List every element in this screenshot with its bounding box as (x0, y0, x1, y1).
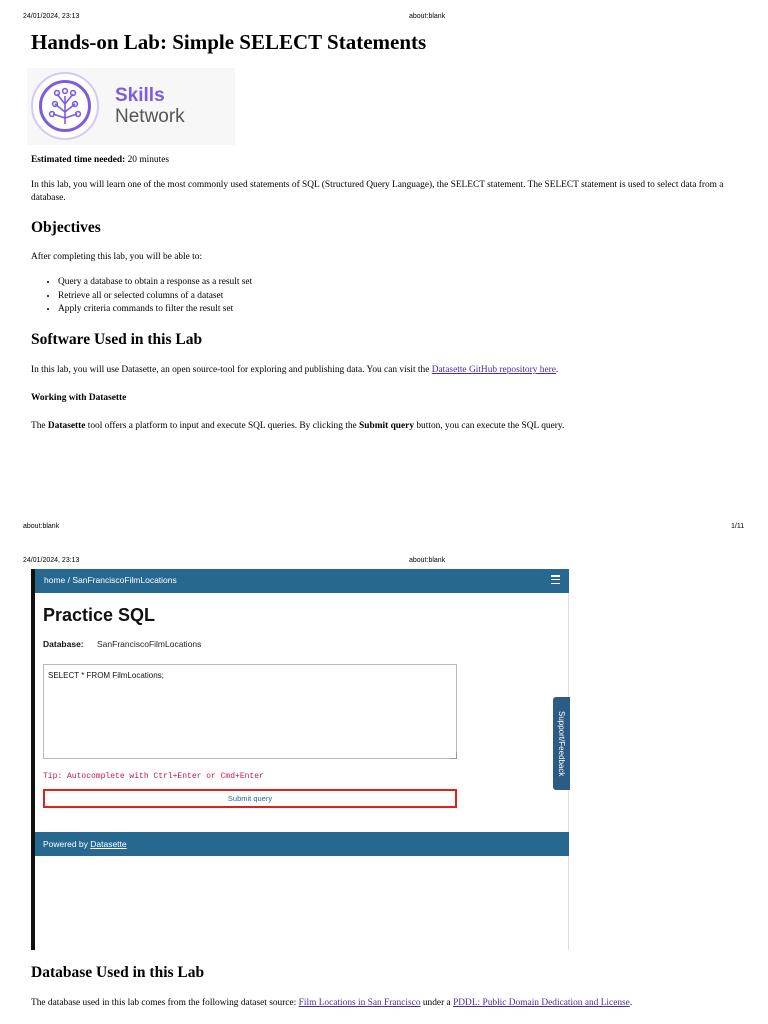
estimated-value: 20 minutes (125, 155, 170, 165)
objectives-lead: After completing this lab, you will be able to: (31, 252, 203, 262)
powered-by (43, 839, 127, 849)
software-paragraph (31, 364, 731, 377)
list-item: • Retrieve all or selected columns of a dataset (58, 290, 252, 304)
intro-paragraph: In this lab, you will learn one of the most commonly used statements of SQL (Structured Query Language), the SELECT statement. The SELECT statement is used to select data from a database. (31, 180, 724, 203)
breadcrumb[interactable]: home / SanFranciscoFilmLocations (44, 575, 177, 585)
powered-by-text: Powered by (43, 839, 91, 849)
estimated-label: Estimated time needed: (31, 155, 126, 165)
working-bold-submit: Submit query (359, 421, 415, 431)
software-text-end: . (555, 365, 559, 375)
datasette-title: Practice SQL (43, 605, 156, 625)
hamburger-menu-icon[interactable] (551, 575, 560, 585)
print-datetime: 24/01/2024, 23:13 (23, 13, 80, 20)
print-title: about:blank (409, 13, 446, 20)
print-footer-url: about:blank (23, 523, 60, 530)
page-title: Hands-on Lab: Simple SELECT Statements (31, 30, 427, 54)
logo-text-network: Network (115, 106, 185, 127)
working-bold-datasette: Datasette (47, 421, 86, 431)
submit-query-button[interactable]: Submit query (43, 789, 457, 808)
datasette-screenshot (31, 569, 569, 950)
database-text-1: The database used in this lab comes from the following dataset source: (31, 998, 299, 1008)
print-page-number: 1/11 (731, 523, 745, 530)
skills-network-logo-icon (47, 86, 83, 126)
objectives-heading: Objectives (31, 219, 101, 236)
list-item: • Query a database to obtain a response as a result set (58, 276, 252, 290)
database-text-2: under a (420, 998, 454, 1008)
support-feedback-label[interactable]: Support/Feedback (557, 710, 566, 777)
datasette-link[interactable]: Datasette (90, 839, 127, 849)
objectives-list (31, 276, 252, 317)
software-text: In this lab, you will use Datasette, an open source-tool for exploring and publishing data. You can visit the (31, 365, 432, 375)
database-heading: Database Used in this Lab (31, 964, 205, 981)
textarea-resize-icon[interactable] (450, 752, 457, 759)
database-text-3: . (629, 998, 633, 1008)
datasette-github-link[interactable]: Datasette GitHub repository here (431, 365, 556, 375)
estimated-time (31, 154, 169, 167)
working-paragraph (31, 420, 731, 433)
database-label: Database: (43, 639, 84, 649)
print-title-2: about:blank (409, 557, 446, 564)
database-name: SanFranciscoFilmLocations (97, 639, 202, 649)
sql-query-input[interactable]: SELECT * FROM FilmLocations; (43, 664, 457, 759)
autocomplete-tip: Tip: Autocomplete with Ctrl+Enter or Cmd+Enter (43, 772, 264, 781)
film-locations-link[interactable]: Film Locations in San Francisco (298, 998, 421, 1008)
logo-text-skills: Skills (115, 85, 165, 106)
print-datetime-2: 24/01/2024, 23:13 (23, 557, 80, 564)
working-text-1: The (31, 421, 48, 431)
working-text-2: tool offers a platform to input and execute SQL queries. By clicking the (85, 421, 360, 431)
pddl-license-link[interactable]: PDDL: Public Domain Dedication and License (453, 998, 630, 1008)
list-item: • Apply criteria commands to filter the result set (58, 303, 252, 317)
working-heading: Working with Datasette (31, 393, 127, 403)
working-text-3: button, you can execute the SQL query. (414, 421, 565, 431)
software-heading: Software Used in this Lab (31, 331, 203, 348)
database-paragraph (31, 997, 751, 1010)
